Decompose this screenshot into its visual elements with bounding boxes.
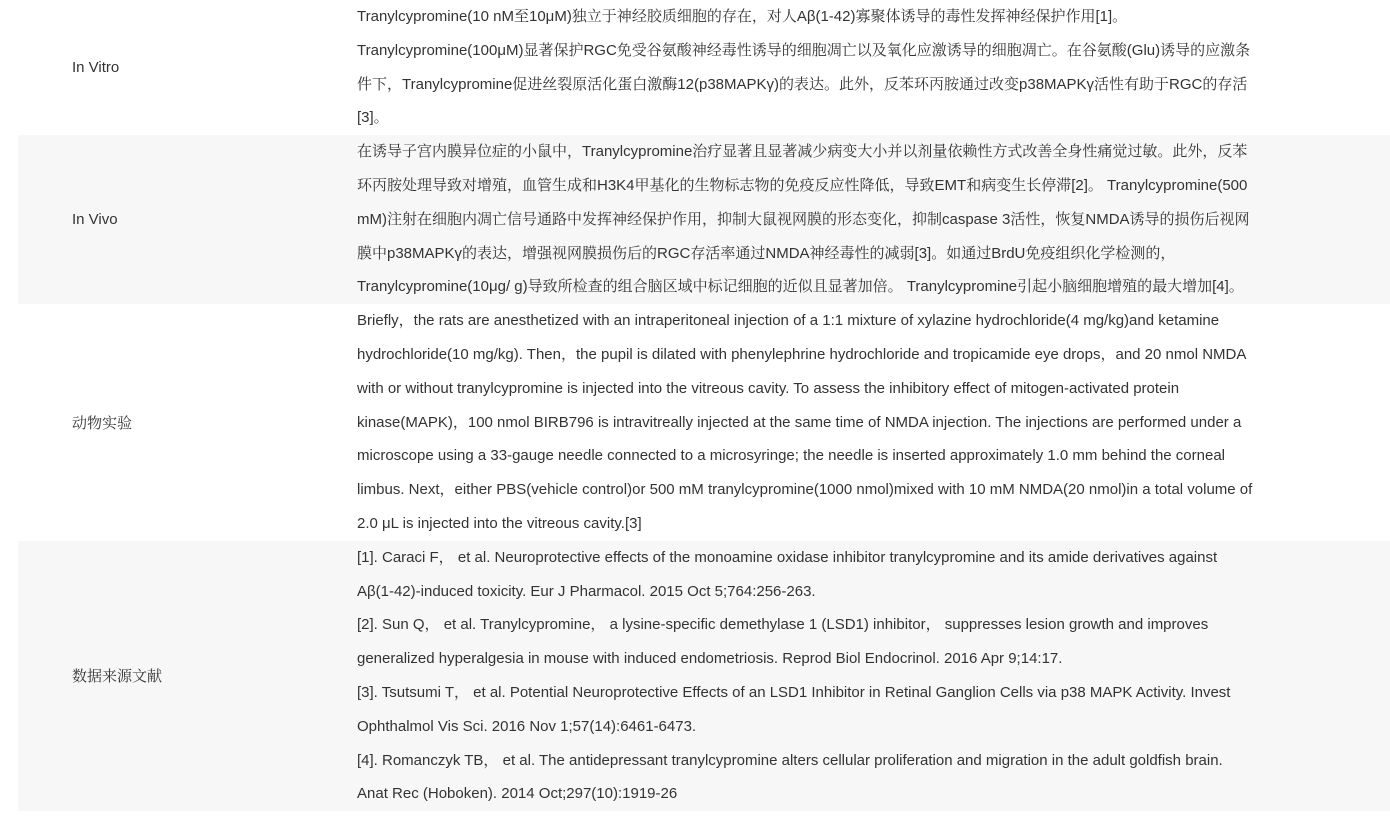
text-line: 件下，Tranylcypromine促进丝裂原活化蛋白激酶12(p38MAPKγ)的表达。此外，反苯环丙胺通过改变p38MAPKγ活性有助于RGC的存活 — [357, 75, 1248, 93]
row-content — [357, 135, 1390, 304]
row-label: In Vivo — [72, 211, 118, 229]
row-content — [357, 0, 1390, 135]
text-line: [3]。 — [357, 109, 389, 127]
text-line: Tranylcypromine(10μg/ g)导致所检查的组合脑区域中标记细胞的近似且显著加倍。 Tranylcypromine引起小脑细胞增殖的最大增加[4]。 — [357, 278, 1244, 296]
text-line: [2]. Sun Q， et al. Tranylcypromine， a lysine-specific demethylase 1 (LSD1) inhibitor， suppresses lesion growth and improves — [357, 616, 1209, 634]
text-line: Tranylcypromine(10 nM至10μM)独立于神经胶质细胞的存在，对人Aβ(1-42)寡聚体诱导的毒性发挥神经保护作用[1]。 — [357, 8, 1128, 25]
row-references — [18, 541, 1390, 811]
text-line: 膜中p38MAPKγ的表达，增强视网膜损伤后的RGC存活率通过NMDA神经毒性的减弱[3]。如通过BrdU免疫组织化学检测的， — [357, 244, 1176, 262]
product-info-table — [18, 0, 1390, 811]
row-content — [357, 541, 1390, 811]
text-line: 在诱导子宫内膜异位症的小鼠中，Tranylcypromine治疗显著且显著减少病变大小并以剂量依赖性方式改善全身性痛觉过敏。此外，反苯 — [357, 143, 1248, 161]
text-line: Anat Rec (Hoboken). 2014 Oct;297(10):1919-26 — [357, 785, 678, 803]
text-line: 2.0 μL is injected into the vitreous cavity.[3] — [357, 514, 642, 532]
text-line: hydrochloride(10 mg/kg). Then，the pupil is dilated with phenylephrine hydrochloride and tropicamide eye drops，and 20 nmol NMDA — [357, 345, 1247, 363]
text-line: Briefly，the rats are anesthetized with an intraperitoneal injection of a 1:1 mixture of xylazine hydrochloride(4 mg/kg)and ketamine — [357, 312, 1220, 330]
row-in-vivo — [18, 135, 1390, 304]
text-line: kinase(MAPK)，100 nmol BIRB796 is intravitreally injected at the same time of NMDA injection. The injections are performed under a — [357, 413, 1242, 431]
row-content — [357, 304, 1390, 541]
text-line: mM)注射在细胞内凋亡信号通路中发挥神经保护作用，抑制大鼠视网膜的形态变化，抑制caspase 3活性，恢复NMDA诱导的损伤后视网 — [357, 210, 1250, 228]
text-line: limbus. Next，either PBS(vehicle control)or 500 mM tranylcypromine(1000 nmol)mixed with 10 mM NMDA(20 nmol)in a total volume of — [357, 481, 1253, 499]
row-in-vitro — [18, 0, 1390, 135]
text-line: [4]. Romanczyk TB， et al. The antidepressant tranylcypromine alters cellular proliferation and migration in the adult goldfish brain. — [357, 751, 1223, 769]
row-label: 数据来源文献 — [72, 668, 163, 686]
row-label: In Vitro — [72, 59, 120, 77]
text-line: Aβ(1-42)-induced toxicity. Eur J Pharmacol. 2015 Oct 5;764:256-263. — [357, 582, 816, 600]
text-line: with or without tranylcypromine is injected into the vitreous cavity. To assess the inhibitory effect of mitogen-activated protein — [357, 379, 1180, 397]
text-line: 环丙胺处理导致对增殖，血管生成和H3K4甲基化的生物标志物的免疫反应性降低，导致EMT和病变生长停滞[2]。 Tranylcypromine(500 — [357, 176, 1248, 194]
row-label: 动物实验 — [72, 414, 133, 432]
text-line: microscope using a 33-gauge needle connected to a microsyringe; the needle is inserted approximately 1.0 mm behind the corneal — [357, 447, 1226, 465]
row-animal-experiment — [18, 304, 1390, 541]
text-line: Ophthalmol Vis Sci. 2016 Nov 1;57(14):6461-6473. — [357, 717, 697, 735]
text-line: [1]. Caraci F， et al. Neuroprotective effects of the monoamine oxidase inhibitor tranylcypromine and its amide derivatives against — [357, 548, 1218, 566]
text-line: [3]. Tsutsumi T， et al. Potential Neuroprotective Effects of an LSD1 Inhibitor in Retinal Ganglion Cells via p38 MAPK Activity. Invest — [357, 683, 1231, 701]
text-line: Tranylcypromine(100μM)显著保护RGC免受谷氨酸神经毒性诱导的细胞凋亡以及氧化应激诱导的细胞凋亡。在谷氨酸(Glu)诱导的应激条 — [357, 41, 1251, 59]
text-line: generalized hyperalgesia in mouse with induced endometriosis. Reprod Biol Endocrinol. 2016 Apr 9;14:17. — [357, 650, 1063, 668]
